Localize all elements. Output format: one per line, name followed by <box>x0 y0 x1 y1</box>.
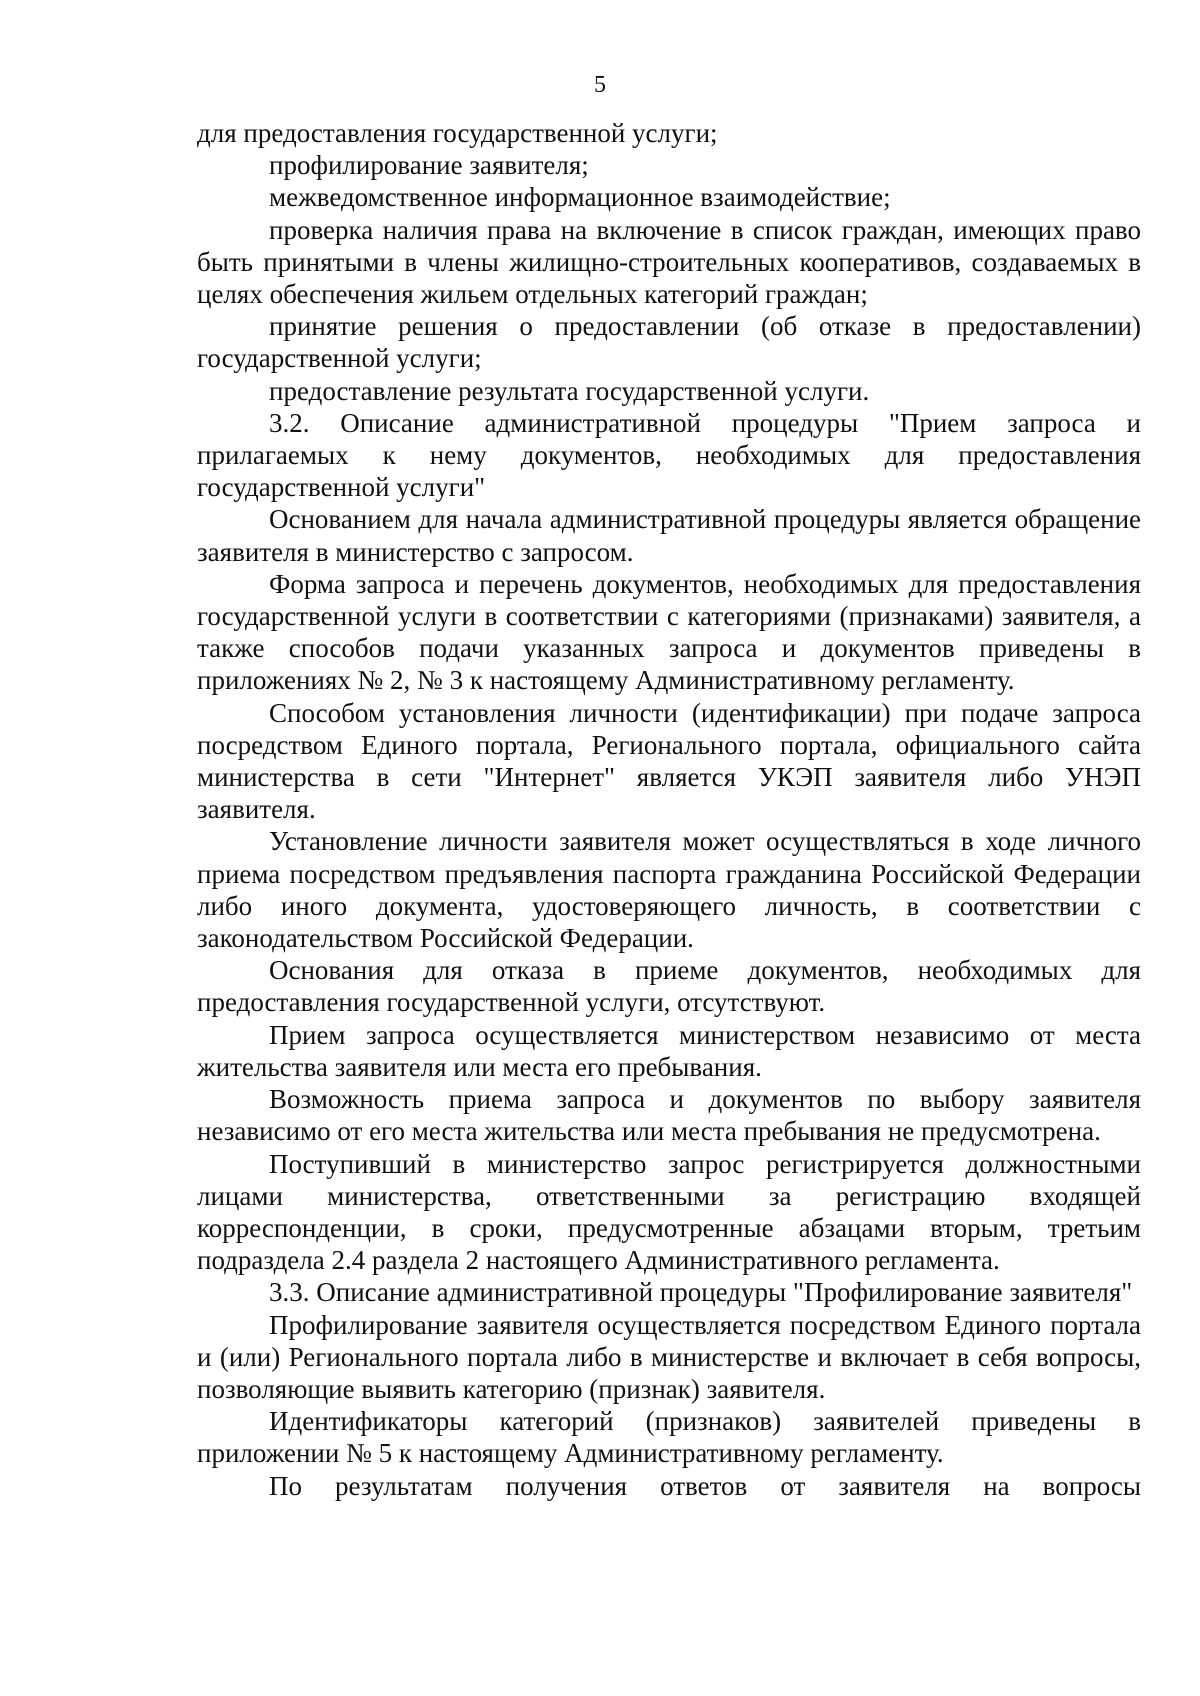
paragraph: принятие решения о предоставлении (об отказе в предоставлении) государственной услуги; <box>197 311 1141 374</box>
paragraph: Форма запроса и перечень документов, необходимых для предоставления государственной услуги в соответствии с категориями (признаками) заявителя, а также способов подачи указанных запроса и документов приведены в приложениях № 2, № 3 к настоящему Административному регламенту. <box>197 568 1141 696</box>
document-body <box>197 117 1141 1502</box>
paragraph: предоставление результата государственной услуги. <box>269 375 870 406</box>
paragraph: Установление личности заявителя может осуществляться в ходе личного приема посредством предъявления паспорта гражданина Российской Федерации либо иного документа, удостоверяющего личность, в соответствии с законодательством Российской Федерации. <box>197 826 1141 954</box>
paragraph: 3.3. Описание административной процедуры "Профилирование заявителя" <box>269 1277 1133 1308</box>
paragraph: Основания для отказа в приеме документов, необходимых для предоставления государственной услуги, отсутствуют. <box>197 955 1141 1018</box>
paragraph: для предоставления государственной услуги; <box>197 118 718 148</box>
paragraph: По результатам получения ответов от заявителя на вопросы <box>269 1470 1141 1501</box>
page-number: 5 <box>594 72 606 98</box>
paragraph: Возможность приема запроса и документов по выбору заявителя независимо от его места жительства или места пребывания не предусмотрена. <box>197 1084 1141 1147</box>
paragraph: проверка наличия права на включение в список граждан, имеющих право быть принятыми в члены жилищно-строительных кооперативов, создаваемых в целях обеспечения жильем отдельных категорий граждан; <box>197 214 1141 310</box>
paragraph: Основанием для начала административной процедуры является обращение заявителя в министерство с запросом. <box>197 504 1141 567</box>
paragraph: Профилирование заявителя осуществляется посредством Единого портала и (или) Регионального портала либо в министерстве и включает в себя вопросы, позволяющие выявить категорию (признак) заявителя. <box>197 1309 1141 1404</box>
paragraph: Способом установления личности (идентификации) при подаче запроса посредством Единого портала, Регионального портала, официального сайта министерства в сети "Интернет" является УКЭП заявителя либо УНЭП заявителя. <box>197 697 1141 825</box>
paragraph: Поступивший в министерство запрос регистрируется должностными лицами министерства, ответственными за регистрацию входящей корреспонденции, в сроки, предусмотренные абзацами вторым, третьим подраздела 2.4 раздела 2 настоящего Административного регламента. <box>197 1148 1141 1276</box>
paragraph: Прием запроса осуществляется министерством независимо от места жительства заявителя или места его пребывания. <box>197 1019 1141 1082</box>
paragraph: Идентификаторы категорий (признаков) заявителей приведены в приложении № 5 к настоящему Административному регламенту. <box>197 1406 1141 1469</box>
paragraph: 3.2. Описание административной процедуры "Прием запроса и прилагаемых к нему документов, необходимых для предоставления государственной услуги" <box>197 407 1141 503</box>
paragraph: межведомственное информационное взаимодействие; <box>269 182 891 213</box>
paragraph: профилирование заявителя; <box>269 150 589 181</box>
